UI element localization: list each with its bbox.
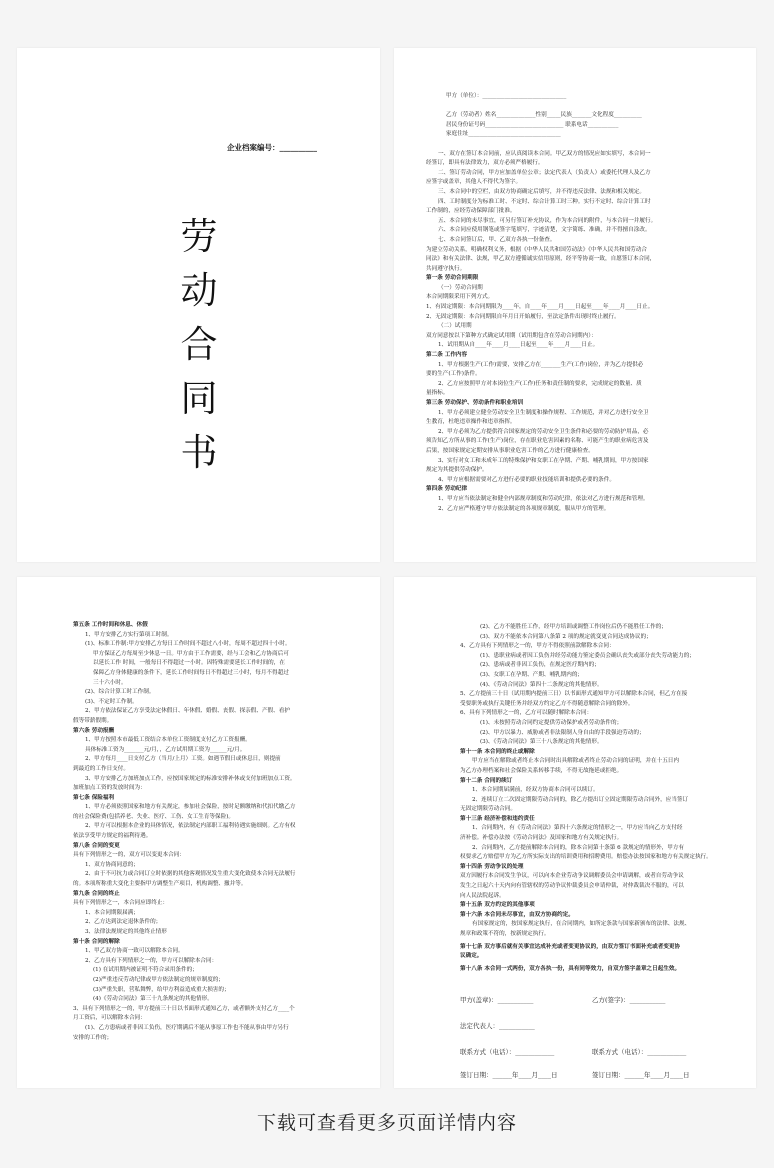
body-line: 3、法律法规规定的其他终止情形 bbox=[85, 929, 167, 935]
body-line: 规章和政策不符的，按新规定执行。 bbox=[460, 931, 550, 937]
body-line: 1、甲方根据生产(工作)需要，安排乙方在_______生产(工作)岗位，并为乙方提供必 bbox=[438, 361, 644, 368]
cover-title-char: 合 bbox=[180, 323, 218, 366]
body-line: 1、甲方必须建立健全劳动安全卫生制度和操作规程、工作规范，并对乙方进行安全卫 bbox=[438, 409, 649, 416]
footer-download-hint: 下载可查看更多页面详情内容 bbox=[256, 1112, 517, 1134]
body-line: 2、合同期内，乙方提前解除本合同的，除本合同第十条第 6 款规定的情形外，甲方有 bbox=[472, 844, 685, 851]
body-line: (2)、综合计算工时工作制。 bbox=[85, 689, 155, 696]
body-line: 共同遵守执行。 bbox=[426, 265, 466, 272]
body-line: (1) 在试用期内被证明不符合录用条件的； bbox=[93, 967, 198, 974]
article-heading: 第十三条 经济补偿和违约责任 bbox=[460, 815, 535, 822]
body-line: 1、本合同期届满前，经双方协商本合同可以续订。 bbox=[472, 787, 599, 794]
body-line: 须告知乙方所从事的工作(生产)岗位，存在职业危害因素的名称、可能产生的职业病危害及 bbox=[426, 438, 649, 445]
article-heading: 第六条 劳动报酬 bbox=[73, 727, 115, 734]
page-3-text bbox=[73, 621, 354, 1043]
body-line: 具体标准工资为_______元/月，，乙方试用期工资为______元/月。 bbox=[85, 746, 246, 753]
body-line: (1)、标准工作制:甲方安排乙方每日工作时间不超过八小时，每周不超过四十小时。 bbox=[85, 641, 291, 648]
article-heading: 第十七条 双方事后就有关事宜达成补充或者变更协议的，由双方签订书面补充或者变更协 bbox=[460, 943, 681, 950]
body-line: （二）试用期 bbox=[438, 323, 472, 330]
body-line: 3、实行对女工和未成年工的特殊保护和女职工在孕期、产期、哺乳期间，甲方按国家 bbox=[438, 457, 649, 464]
body-line: 2、甲方依法保证乙方享受法定休假日、年休假、婚假、丧假、探亲假、产假、看护 bbox=[85, 708, 290, 715]
body-line: 月工资后，可以解除本合同： bbox=[73, 1015, 146, 1022]
body-line: 有国家规定的，按国家规定执行，在合同期内，如所定条款与国家新颁布的法律、法规、 bbox=[472, 921, 691, 928]
body-line: 为乙方办理档案和社会保险关系转移手续，不得无故拖延或拒绝。 bbox=[460, 767, 623, 774]
body-line: 经签订，即具有法律效力，双方必须严格履行。 bbox=[426, 160, 544, 167]
article-heading: 第四条 劳动纪律 bbox=[426, 486, 468, 493]
body-line: 安排的工作的； bbox=[73, 1034, 113, 1041]
body-line: 3、甲方安排乙方加班加点工作，应按国家规定的标准安排补休或支付加班加点工资。 bbox=[85, 775, 296, 782]
cover-title-char: 劳 bbox=[180, 215, 218, 258]
body-line: 1、有固定期限：本合同期限为____年，自____年____月____日起至____年____月____日止。 bbox=[426, 304, 654, 311]
body-line: 4、乙方具有下列情形之一的，甲方不得依照前款解除本合同： bbox=[460, 643, 615, 650]
page-2 bbox=[394, 48, 756, 562]
body-line: 2、甲方每月____日支付乙方（当月/上月）工资。如遇节假日或休息日，则提前 bbox=[85, 756, 281, 763]
body-line: 甲方（单位）：______________________________ bbox=[446, 93, 567, 99]
body-line: 居民身份证号码____________________________ 联系电话___________ bbox=[446, 121, 619, 128]
body-line: 生教育，杜绝违章操作和违章指挥。 bbox=[426, 419, 516, 426]
body-line: 向人民法院起诉。 bbox=[460, 892, 505, 899]
body-line: 甲方应当在解除或者终止本合同时出具解除或者终止劳动合同的证明，并在十五日内 bbox=[472, 758, 679, 765]
body-line: 1、双方协商同意的； bbox=[85, 861, 139, 868]
article-heading: 第十五条 双方约定的其他事项 bbox=[460, 902, 535, 909]
body-line: 三、本合同中的空栏，由双方协商确定后填写，并不得违反法律、法规和相关规定。 bbox=[438, 188, 645, 195]
body-line: 2、乙方应严格遵守甲方依法制定的各项规章制度，服从甲方的管理。 bbox=[438, 505, 610, 512]
body-line: 1、甲方安排乙方实行第项工时制。 bbox=[85, 631, 173, 638]
body-line: 1、试用期从自____年____月____日起至____年____月____日止。 bbox=[438, 342, 599, 349]
body-line: (1)、乙方患病或者非因工负伤，医疗期满后不能从事原工作也不能从事由甲方另行 bbox=[85, 1024, 289, 1031]
page-2-text bbox=[426, 92, 732, 514]
body-line: (1)、未按照劳动合同约定提供劳动保护或者劳动条件的； bbox=[480, 719, 623, 726]
body-line: 量指标。 bbox=[426, 390, 449, 397]
body-line: 以延长工作 时间，一般每日不得超过一小时。因特殊需要延长工作时间的，在 bbox=[93, 660, 285, 667]
body-line: 双方同意按以下第种方式确定试用期（试用期包含在劳动合同期内）： bbox=[426, 332, 597, 339]
body-line: 发生之日起六十天内向有管辖权的劳动争议仲裁委员会申请仲裁，对仲裁裁决不服的，可以 bbox=[460, 883, 684, 890]
party-b-contact: 联系方式（电话）：____________ bbox=[592, 1048, 687, 1056]
body-line: 五、本合同的未尽事宜，可另行签订补充协议，作为本合同的附件，与本合同一并履行。 bbox=[438, 217, 657, 224]
article-heading: 第九条 合同的终止 bbox=[73, 890, 120, 897]
body-line: 甲方保证乙方每周至少休息一日。甲方由于工作需要，经与工会和乙方协商后可 bbox=[93, 650, 289, 657]
body-line: 的。本项所称重大变化主要指甲方调整生产项目，机构调整、撤并等。 bbox=[73, 881, 247, 888]
body-line: 六、本合同应使用钢笔或签字笔填写，字迹清楚，文字简练、准确，并不得擅自涂改。 bbox=[438, 227, 651, 234]
page-cover bbox=[17, 48, 380, 562]
legal-representative: 法定代表人：___________ bbox=[460, 1022, 535, 1030]
article-heading: 第十条 合同的解除 bbox=[73, 938, 120, 945]
body-line: 具有下列情形之一，本合同应即终止： bbox=[73, 900, 169, 907]
body-line bbox=[426, 102, 732, 112]
body-line: 后果，按国家规定定期安排从事职业危害工作的乙方进行健康检查。 bbox=[426, 447, 594, 454]
body-line: 济补偿。补偿办法按《劳动合同法》及国家和地方有关规定执行。 bbox=[460, 835, 623, 842]
party-b-date: 签订日期：______年____月____日 bbox=[592, 1071, 690, 1079]
cover-title-char: 书 bbox=[180, 431, 218, 474]
body-line: 权要求乙方赔偿甲方为乙方所实际支出的培训费用和招聘费用。赔偿办法按国家和地方有关规定执行。 bbox=[460, 854, 712, 861]
body-line: 到最近的工作日支付。 bbox=[73, 765, 129, 772]
body-line: 2、由于不可抗力或合同订立时依据的其他客观情况发生重大变化致使本合同无法履行 bbox=[85, 871, 296, 878]
body-line: 本合同期限采用下列方式。 bbox=[426, 294, 494, 301]
article-heading: 第七条 保险福利 bbox=[73, 794, 115, 801]
body-line: 1、甲方应当依法制定和健全内部规章制度和劳动纪律，依法对乙方进行规范和管理。 bbox=[438, 495, 649, 502]
body-line: （一）劳动合同期 bbox=[438, 284, 483, 291]
page-4 bbox=[394, 577, 756, 1088]
body-line: 依法享受甲方规定的福利待遇。 bbox=[73, 833, 152, 840]
article-heading: 第十四条 劳动争议的处理 bbox=[460, 863, 524, 870]
body-line: 4、甲方应根据需要对乙方进行必要的职业技能培训和提供必要的条件。 bbox=[438, 476, 615, 483]
body-line: 假等带薪假期。 bbox=[73, 717, 113, 724]
body-line: (3)、女职工在孕期、产期、哺乳期内的； bbox=[480, 671, 584, 678]
body-line: (4)、《劳动合同法》第四十二条规定的其他情形。 bbox=[480, 681, 603, 688]
body-line: (3)、《劳动合同法》第三十八条规定的其他情形。 bbox=[480, 739, 603, 746]
body-line: (2)、患病或者非因工负伤，在规定医疗期内的； bbox=[480, 662, 600, 669]
body-line: 1、本合同期限届满； bbox=[85, 909, 139, 916]
article-heading: 第五条 工作时间和休息、休假 bbox=[73, 622, 148, 628]
body-line: (4)《劳动合同法》第三十九条规定的其他情形。 bbox=[93, 996, 213, 1003]
body-line: 2、甲方可以根据本企业的具体情况，依法制定内部职工福利待遇实施细则。乙方有权 bbox=[85, 823, 296, 830]
body-line: 家庭住址_________________________________ bbox=[446, 131, 561, 138]
body-line: 具有下列情形之一的，双方可以变更本合同： bbox=[73, 852, 185, 859]
body-line: 保障乙方身体健康的条件下，延长工作时间每日不得超过三小时，每月不得超过 bbox=[93, 669, 289, 676]
cover-title-char: 动 bbox=[180, 269, 218, 312]
article-heading: 第一条 劳动合同期限 bbox=[426, 275, 479, 282]
body-line: (3)严重失职，营私舞弊，给甲方利益造成重大损害的； bbox=[93, 986, 230, 993]
body-line: 2、乙方应按照甲方对本岗位生产(工作)任务和责任制的要求，完成规定的数量、质 bbox=[438, 380, 642, 387]
body-line: 1、甲乙双方协商一致可以解除本合同。 bbox=[85, 948, 184, 955]
body-line: 的社会保险费(包括养老、失业、医疗、工伤、女工生育等保险)。 bbox=[73, 813, 234, 820]
body-line: (2)严重违反劳动纪律或甲方依法制定的规章制度的； bbox=[93, 976, 224, 983]
body-line: 应签字或盖章，其他人不得代为签字。 bbox=[426, 179, 522, 186]
body-line: 加班加点工资的发放时间为： bbox=[73, 785, 146, 792]
body-line: 乙方（劳动者）姓名______________性别_____民族_______文化程度__________ bbox=[446, 112, 642, 119]
body-line: 二、签订劳动合同，甲方应加盖单位公章；法定代表人（负责人）或委托代理人及乙方 bbox=[438, 169, 651, 176]
body-line: 受要职务或执行关键任务并经双方约定乙方不得随意解除合同的除外。 bbox=[460, 700, 634, 707]
body-line: 七、本合同签订后，甲、乙双方各执一份备查。 bbox=[438, 236, 556, 243]
body-line: 同法》和有关法律、法规，甲乙双方遵循诚实信用原则，经平等协商一致，自愿签订本合同， bbox=[426, 256, 656, 263]
article-heading: 第三条 劳动保护、劳动条件和职业培训 bbox=[426, 400, 524, 406]
body-line: (3)、双方不能依本合同第八条第 2 项的规定就变更合同达成协议的； bbox=[480, 633, 652, 640]
article-heading: 第十八条 本合同一式两份，双方各执一份，具有同等效力，自双方签字盖章之日起生效。 bbox=[460, 965, 681, 972]
body-line: 四、工时制度分为标准工时、不定时、综合计算工时三种。实行不定时、综合计算工时 bbox=[438, 198, 651, 205]
cover-title bbox=[177, 210, 221, 480]
body-line: 6、具有下列情形之一的，乙方可以随时解除本合同： bbox=[460, 710, 593, 717]
body-line: 要的生产(工作)条件。 bbox=[426, 371, 481, 378]
body-line: 3、具有下列情形之一的，甲方提前三十日以书面形式通知乙方，或者额外支付乙方____个 bbox=[73, 1005, 295, 1012]
cover-title-char: 同 bbox=[180, 377, 218, 420]
party-a-contact: 联系方式（电话）：____________ bbox=[460, 1048, 555, 1056]
body-line: 2、乙方达到法定退休条件的； bbox=[85, 919, 162, 926]
article-heading: 第十六条 本合同未尽事宜，由双方协商约定。 bbox=[460, 911, 574, 918]
body-line: 2、连续订立二次固定期限劳动合同的，除乙方提出订立固定期限劳动合同外，应当签订 bbox=[472, 796, 689, 803]
body-line: 为建立劳动关系，明确权利义务，根据《中华人民共和国劳动法》《中华人民共和国劳动合 bbox=[426, 246, 647, 253]
body-line: (2)、甲方以暴力、威胁或者非法限制人身自由的手段强迫劳动的； bbox=[480, 729, 645, 736]
body-line: 2、无固定期限：本合同期限自年月日开始履行，至法定条件出现时终止履行。 bbox=[426, 313, 620, 320]
body-line: 工作制的，应经劳动保障部门批准。 bbox=[426, 208, 516, 215]
body-line bbox=[426, 140, 732, 150]
body-line: 5、乙方提前三十日（试用期内提前三日）以书面形式通知甲方可以解除本合同，但乙方在接 bbox=[460, 691, 688, 698]
body-line: 1、甲方必须依照国家和地方有关规定，参加社会保险，按时足额缴纳和代扣代缴乙方 bbox=[85, 804, 296, 811]
page-4-text bbox=[460, 623, 732, 974]
body-line: 双方因履行本合同发生争议，可以向本企业劳动争议调解委员会申请调解，或者自劳动争议 bbox=[460, 873, 684, 880]
body-line: (1)、患职业病或者因工负伤并经劳动能力鉴定委员会确认丧失或部分丧失劳动能力的； bbox=[480, 652, 695, 659]
body-line: 1、甲方按照本市最低工资结合本单位工资制度支付乙方工资报酬。 bbox=[85, 737, 251, 744]
article-heading: 第十二条 合同的续订 bbox=[460, 777, 513, 784]
body-line: 2、甲方必须为乙方提供符合国家规定的劳动安全卫生条件和必要的劳动防护用品，必 bbox=[438, 428, 649, 435]
body-line: 1、合同期内，有《劳动合同法》第四十六条规定的情形之一，甲方应当向乙方支付经 bbox=[472, 825, 683, 832]
body-line: 2、乙方具有下列情形之一的，甲方可以解除本合同： bbox=[85, 957, 218, 964]
article-heading: 议确定。 bbox=[460, 953, 483, 960]
body-line: 规定为其提供劳动保护。 bbox=[426, 467, 488, 474]
party-a-seal: 甲方(盖章)：___________ bbox=[460, 996, 534, 1004]
article-heading: 第二条 工作内容 bbox=[426, 352, 468, 359]
party-b-signature: 乙方(签字)：___________ bbox=[592, 996, 666, 1004]
body-line: (2)、乙方不能胜任工作，经甲方培训或调整工作岗位后仍不能胜任工作的； bbox=[480, 624, 667, 630]
page-3 bbox=[17, 577, 380, 1088]
body-line: 一、双方在签订本合同前，应认真阅读本合同。甲乙双方的情况应如实填写，本合同一 bbox=[438, 150, 651, 157]
party-a-date: 签订日期：______年____月____日 bbox=[460, 1071, 558, 1079]
body-line: 无固定期限劳动合同。 bbox=[460, 806, 516, 813]
archive-number-label: 企业档案编号：__________ bbox=[227, 143, 317, 152]
body-line: 三十六小时。 bbox=[93, 679, 127, 686]
body-line: (3)、不定时工作制。 bbox=[85, 698, 138, 705]
article-heading: 第八条 合同的变更 bbox=[73, 842, 120, 849]
article-heading: 第十一条 本合同的终止或解除 bbox=[460, 748, 535, 755]
